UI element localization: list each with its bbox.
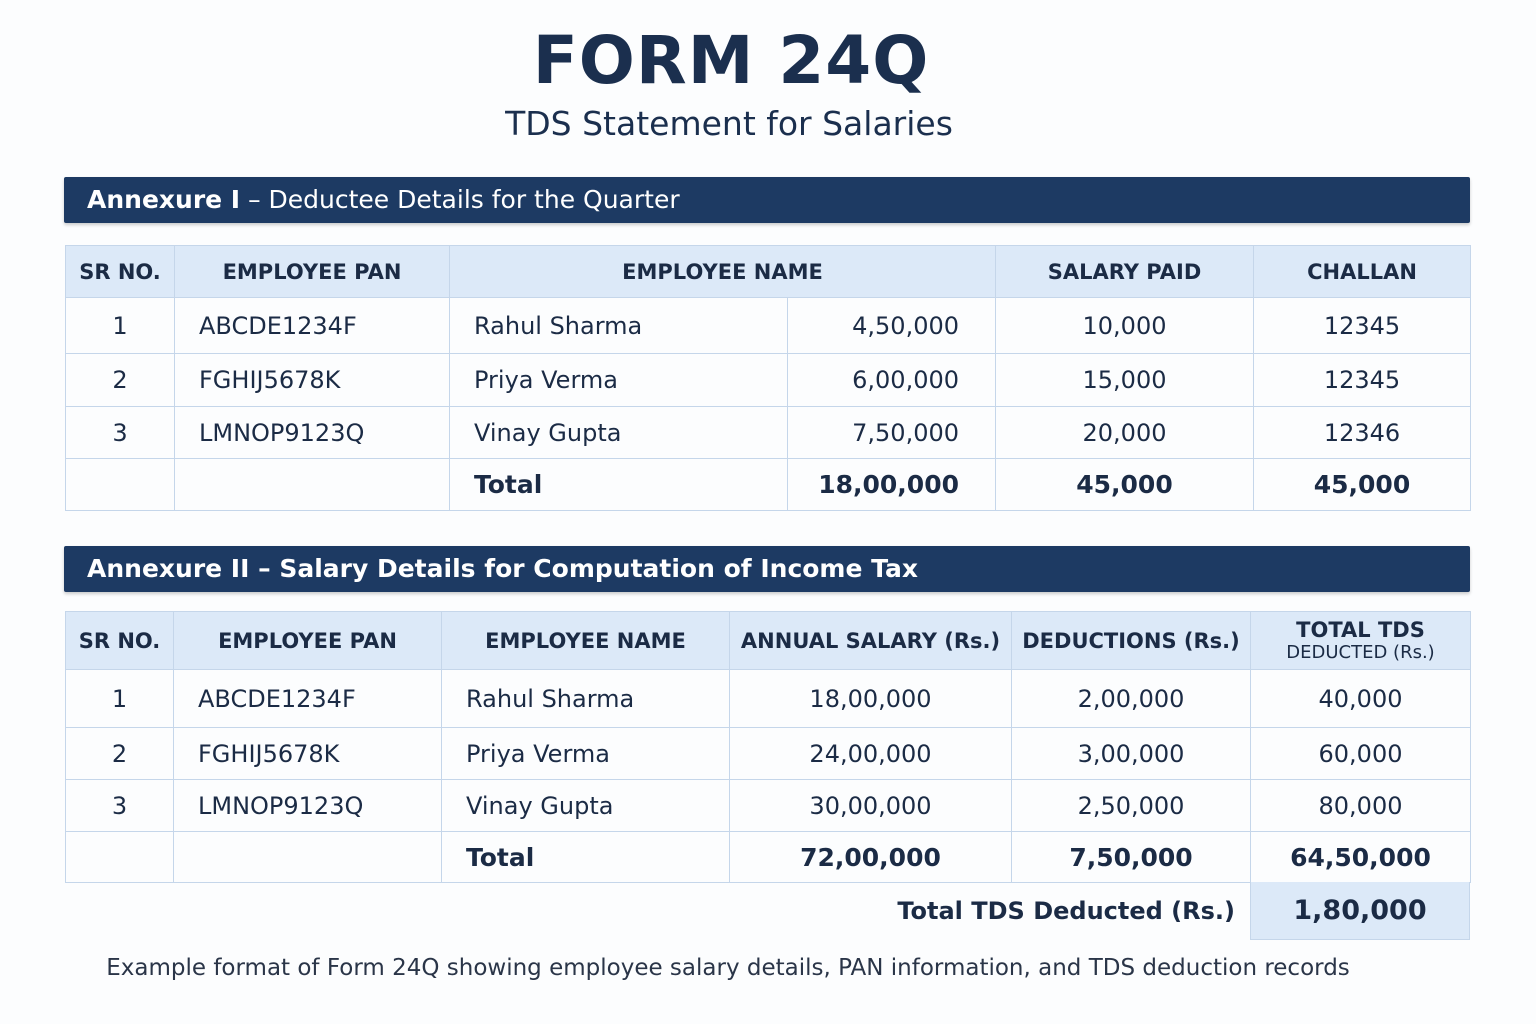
name-cell: Priya Verma <box>450 354 788 407</box>
header-salary-paid: SALARY PAID <box>996 246 1254 298</box>
page-subtitle: TDS Statement for Salaries <box>505 104 953 143</box>
amount-cell: 6,00,000 <box>788 354 996 407</box>
header-total-tds <box>1251 612 1471 670</box>
annexure-2-table <box>65 611 1471 883</box>
pan-cell: LMNOP9123Q <box>175 407 450 459</box>
header-challan: CHALLAN <box>1254 246 1471 298</box>
total-label: Total <box>442 832 730 883</box>
header-employee-name: EMPLOYEE NAME <box>450 246 996 298</box>
amount-cell: 7,50,000 <box>788 407 996 459</box>
challan-cell: 12345 <box>1254 298 1471 354</box>
tds-cell: 80,000 <box>1251 780 1471 832</box>
table-row <box>66 728 1471 780</box>
total-tds: 64,50,000 <box>1251 832 1471 883</box>
header-annual-salary: ANNUAL SALARY (Rs.) <box>730 612 1012 670</box>
empty-cell <box>174 832 442 883</box>
total-deductions: 7,50,000 <box>1012 832 1251 883</box>
table-row <box>66 407 1471 459</box>
challan-cell: 12345 <box>1254 354 1471 407</box>
annexure-1-title-rest: – Deductee Details for the Quarter <box>240 185 680 214</box>
name-cell: Vinay Gupta <box>442 780 730 832</box>
name-cell: Priya Verma <box>442 728 730 780</box>
table-row <box>66 670 1471 728</box>
total-row <box>66 832 1471 883</box>
salary-cell: 10,000 <box>996 298 1254 354</box>
deductions-cell: 3,00,000 <box>1012 728 1251 780</box>
header-sr-no: SR NO. <box>66 612 174 670</box>
sr-cell: 2 <box>66 728 174 780</box>
header-employee-pan: EMPLOYEE PAN <box>174 612 442 670</box>
pan-cell: ABCDE1234F <box>175 298 450 354</box>
pan-cell: FGHIJ5678K <box>175 354 450 407</box>
grand-total-value: 1,80,000 <box>1250 882 1470 940</box>
sr-cell: 1 <box>66 670 174 728</box>
name-cell: Rahul Sharma <box>450 298 788 354</box>
name-cell: Vinay Gupta <box>450 407 788 459</box>
total-label: Total <box>450 459 788 511</box>
annexure-1-table <box>65 245 1471 511</box>
empty-cell <box>66 832 174 883</box>
table-header-row <box>66 246 1471 298</box>
total-annual: 72,00,000 <box>730 832 1012 883</box>
table-header-row <box>66 612 1471 670</box>
salary-cell: 15,000 <box>996 354 1254 407</box>
table-row <box>66 298 1471 354</box>
annexure-1-banner <box>64 177 1470 223</box>
sr-cell: 3 <box>66 780 174 832</box>
pan-cell: FGHIJ5678K <box>174 728 442 780</box>
footer-caption: Example format of Form 24Q showing employee salary details, PAN information, and TDS deduction records <box>106 955 1350 981</box>
header-deductions: DEDUCTIONS (Rs.) <box>1012 612 1251 670</box>
table-row <box>66 780 1471 832</box>
total-amount: 18,00,000 <box>788 459 996 511</box>
page-title: FORM 24Q <box>532 22 930 99</box>
deductions-cell: 2,00,000 <box>1012 670 1251 728</box>
tds-cell: 60,000 <box>1251 728 1471 780</box>
header-employee-name: EMPLOYEE NAME <box>442 612 730 670</box>
header-employee-pan: EMPLOYEE PAN <box>175 246 450 298</box>
header-total-tds-line1: TOTAL TDS <box>1296 617 1425 642</box>
annexure-2-banner: Annexure II – Salary Details for Computation of Income Tax <box>64 546 1470 592</box>
sr-cell: 3 <box>66 407 175 459</box>
name-cell: Rahul Sharma <box>442 670 730 728</box>
pan-cell: LMNOP9123Q <box>174 780 442 832</box>
annual-cell: 18,00,000 <box>730 670 1012 728</box>
total-salary: 45,000 <box>996 459 1254 511</box>
table-row <box>66 354 1471 407</box>
challan-cell: 12346 <box>1254 407 1471 459</box>
annual-cell: 24,00,000 <box>730 728 1012 780</box>
tds-cell: 40,000 <box>1251 670 1471 728</box>
sr-cell: 2 <box>66 354 175 407</box>
header-sr-no: SR NO. <box>66 246 175 298</box>
total-challan: 45,000 <box>1254 459 1471 511</box>
annual-cell: 30,00,000 <box>730 780 1012 832</box>
pan-cell: ABCDE1234F <box>174 670 442 728</box>
deductions-cell: 2,50,000 <box>1012 780 1251 832</box>
sr-cell: 1 <box>66 298 175 354</box>
total-row <box>66 459 1471 511</box>
header-total-tds-line2: DEDUCTED (Rs.) <box>1286 641 1435 663</box>
amount-cell: 4,50,000 <box>788 298 996 354</box>
salary-cell: 20,000 <box>996 407 1254 459</box>
annexure-1-title-bold: Annexure I <box>87 185 241 214</box>
empty-cell <box>66 459 175 511</box>
empty-cell <box>175 459 450 511</box>
grand-total-label: Total TDS Deducted (Rs.) <box>897 897 1235 925</box>
